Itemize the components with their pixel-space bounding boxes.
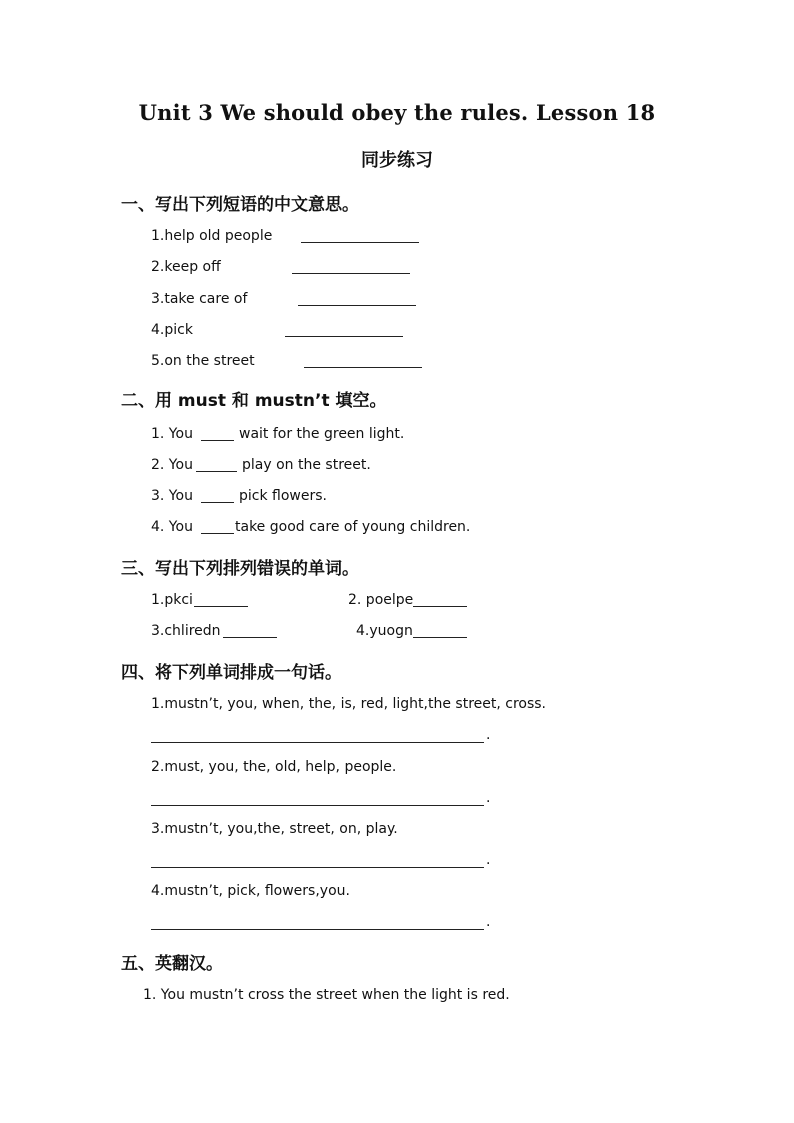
answer-blank[interactable] — [194, 606, 248, 607]
phrase-item: 4.pick — [151, 322, 193, 338]
sentence-prompt: 2.must, you, the, old, help, people. — [151, 759, 397, 775]
section-2-heading: 二、用 must 和 mustn’t 填空。 — [121, 391, 387, 411]
phrase-item: 3.take care of — [151, 291, 248, 307]
scrambled-word: 3.chliredn — [151, 623, 221, 639]
sentence-answer-line[interactable] — [151, 805, 484, 806]
sentence-answer-line[interactable] — [151, 742, 484, 743]
answer-blank[interactable] — [223, 637, 277, 638]
scrambled-word: 4.yuogn — [356, 623, 413, 639]
answer-blank[interactable] — [292, 273, 410, 274]
phrase-item: 5.on the street — [151, 353, 255, 369]
sentence-prompt: 3.mustn’t, you,the, street, on, play. — [151, 821, 398, 837]
scrambled-word: 2. poelpe — [348, 592, 414, 608]
fill-item-rest: wait for the green light. — [239, 426, 405, 442]
page-title: Unit 3 We should obey the rules. Lesson 18 — [138, 100, 656, 125]
line-period: . — [486, 790, 491, 806]
answer-blank[interactable] — [201, 502, 234, 503]
answer-blank[interactable] — [285, 336, 403, 337]
section-5-heading: 五、英翻汉。 — [121, 954, 223, 974]
line-period: . — [486, 914, 491, 930]
translation-item: 1. You mustn’t cross the street when the light is red. — [143, 987, 510, 1003]
answer-blank[interactable] — [201, 533, 234, 534]
line-period: . — [486, 852, 491, 868]
section-3-heading: 三、写出下列排列错误的单词。 — [121, 559, 359, 579]
line-period: . — [486, 727, 491, 743]
scrambled-word: 1.pkci — [151, 592, 193, 608]
section-1-heading: 一、写出下列短语的中文意思。 — [121, 195, 359, 215]
fill-item-rest: take good care of young children. — [235, 519, 471, 535]
answer-blank[interactable] — [413, 606, 467, 607]
fill-item-prefix: 3. You — [151, 488, 193, 504]
sentence-answer-line[interactable] — [151, 867, 484, 868]
sentence-prompt: 4.mustn’t, pick, flowers,you. — [151, 883, 350, 899]
sentence-prompt: 1.mustn’t, you, when, the, is, red, light,the street, cross. — [151, 696, 547, 712]
fill-item-rest: pick flowers. — [239, 488, 327, 504]
answer-blank[interactable] — [196, 471, 237, 472]
fill-item-prefix: 4. You — [151, 519, 193, 535]
answer-blank[interactable] — [304, 367, 422, 368]
fill-item-prefix: 1. You — [151, 426, 193, 442]
answer-blank[interactable] — [298, 305, 416, 306]
answer-blank[interactable] — [201, 440, 234, 441]
phrase-item: 2.keep off — [151, 259, 221, 275]
fill-item-rest: play on the street. — [242, 457, 371, 473]
fill-item-prefix: 2. You — [151, 457, 193, 473]
sentence-answer-line[interactable] — [151, 929, 484, 930]
section-4-heading: 四、将下列单词排成一句话。 — [121, 663, 342, 683]
page-subtitle: 同步练习 — [361, 150, 433, 171]
phrase-item: 1.help old people — [151, 228, 273, 244]
answer-blank[interactable] — [413, 637, 467, 638]
answer-blank[interactable] — [301, 242, 419, 243]
